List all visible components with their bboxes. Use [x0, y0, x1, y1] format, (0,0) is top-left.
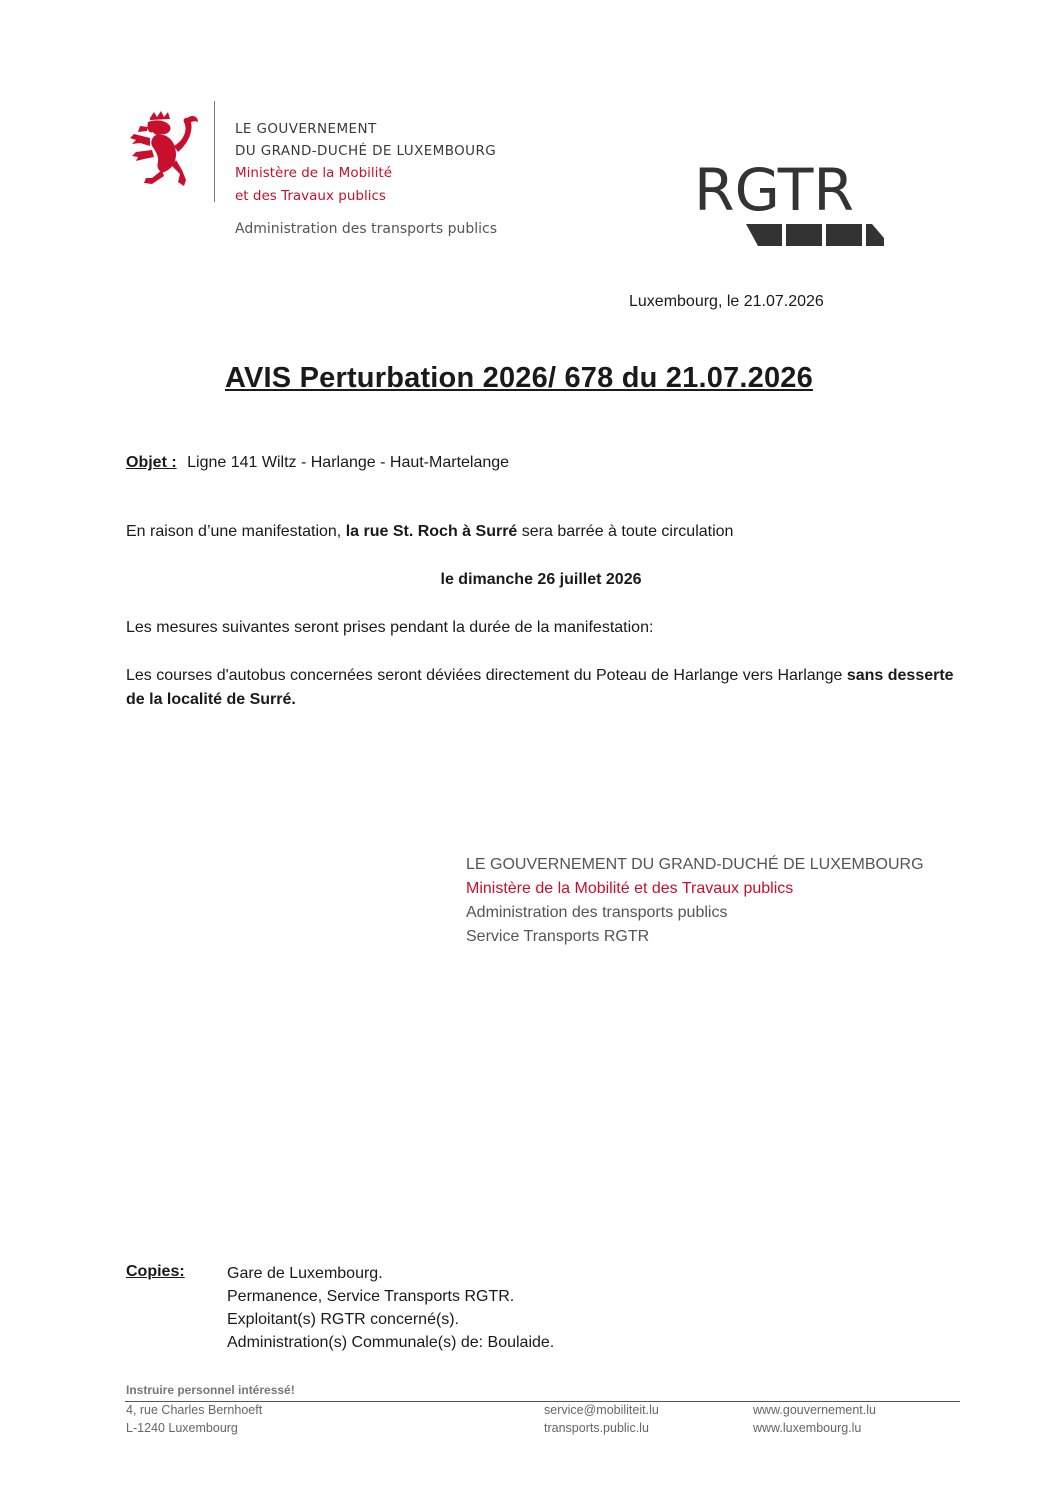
signature-line-2: Ministère de la Mobilité et des Travaux publics: [466, 880, 794, 897]
paragraph-3-start: Les courses d'autobus concernées seront déviées directement du Poteau de Harlange vers Harlange: [126, 667, 843, 684]
administration-line: Administration des transports publics: [235, 221, 497, 237]
copies-item: Gare de Luxembourg.: [227, 1265, 383, 1282]
paragraph-3-bold: sans desserte de la localité de Surré.: [126, 667, 954, 708]
event-date: le dimanche 26 juillet 2026: [440, 571, 642, 588]
footer-note: Instruire personnel intéressé!: [126, 1383, 295, 1397]
gov-line-2: DU GRAND-DUCHÉ DE LUXEMBOURG: [235, 143, 497, 159]
header-divider: [214, 101, 215, 202]
paragraph-1-start: En raison d’une manifestation,: [126, 523, 342, 540]
rgtr-bus-icon: [746, 224, 884, 246]
ministry-line-2: et des Travaux publics: [235, 188, 386, 204]
paragraph-1: [126, 520, 733, 544]
signature-line-3: Administration des transports publics: [466, 904, 728, 921]
objet-text: Ligne 141 Wiltz - Harlange - Haut-Martelange: [187, 454, 510, 471]
rgtr-logo-text: RGTR: [694, 162, 854, 224]
paragraph-1-end: sera barrée à toute circulation: [521, 523, 734, 540]
paragraph-1-bold: la rue St. Roch à Surré: [345, 523, 518, 540]
luxembourg-lion-icon: [128, 110, 202, 194]
objet-line: [126, 451, 509, 475]
copies-item: Exploitant(s) RGTR concerné(s).: [227, 1311, 460, 1328]
footer-address-1: 4, rue Charles Bernhoeft: [126, 1403, 263, 1417]
gov-line-1: LE GOUVERNEMENT: [235, 121, 377, 137]
footer-web-1: www.gouvernement.lu: [753, 1403, 876, 1417]
signature-line-1: LE GOUVERNEMENT DU GRAND-DUCHÉ DE LUXEMBOURG: [466, 856, 924, 873]
signature-line-4: Service Transports RGTR: [466, 928, 650, 945]
footer-site: transports.public.lu: [544, 1421, 649, 1435]
page-title: AVIS Perturbation 2026/ 678 du 21.07.2026: [225, 362, 813, 394]
paragraph-3: [126, 664, 964, 712]
copies-list: [227, 1262, 554, 1354]
footer-address-2: L-1240 Luxembourg: [126, 1421, 238, 1435]
objet-label: Objet :: [126, 454, 177, 471]
date-line: Luxembourg, le 21.07.2026: [629, 293, 824, 310]
footer-email: service@mobiliteit.lu: [544, 1403, 659, 1417]
footer-divider: [125, 1401, 960, 1402]
copies-label: Copies:: [126, 1263, 185, 1280]
paragraph-2: Les mesures suivantes seront prises pendant la durée de la manifestation:: [126, 619, 654, 636]
copies-item: Administration(s) Communale(s) de: Boulaide.: [227, 1334, 555, 1351]
ministry-line-1: Ministère de la Mobilité: [235, 165, 392, 181]
rgtr-logo: [694, 162, 886, 248]
footer-web-2: www.luxembourg.lu: [753, 1421, 862, 1435]
copies-item: Permanence, Service Transports RGTR.: [227, 1288, 515, 1305]
